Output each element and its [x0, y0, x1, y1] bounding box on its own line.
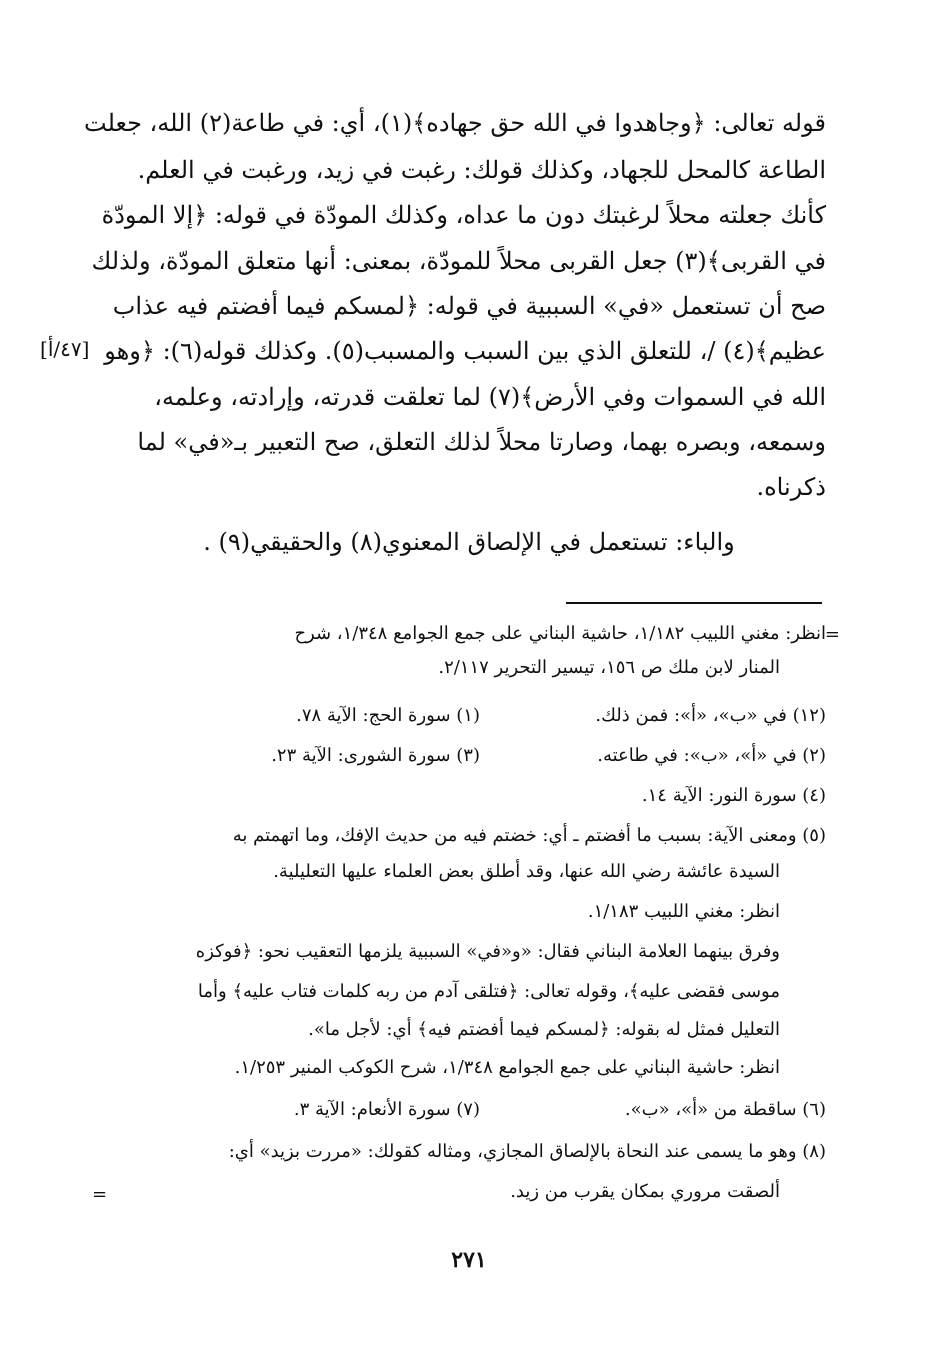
footnote-3: (٣) سورة الشورى: الآية ٢٣. — [271, 745, 480, 766]
footnote-5-line-2: السيدة عائشة رضي الله عنها، وقد أطلق بعض العلماء عليها التعليلية. — [273, 861, 780, 882]
footnote-5-line-3: انظر: مغني اللبيب ١/١٨٣. — [587, 901, 780, 922]
footnote-7: (٧) سورة الأنعام: الآية ٣. — [293, 1099, 480, 1120]
footnote-8-line-1: (٨) وهو ما يسمى عند النحاة بالإلصاق المجازي، ومثاله كقولك: «مررت بزيد» أي: — [228, 1141, 826, 1162]
main-text-line-3: كأنك جعلته محلاً لرغبتك دون ما عداه، وكذلك المودّة في قوله: ﴿إلا المودّة — [101, 201, 826, 229]
footnote-5-line-7: انظر: حاشية البناني على جمع الجوامع ١/٣٤٨، شرح الكوكب المنير ١/٢٥٣. — [234, 1057, 780, 1078]
page-number: ٢٧١ — [451, 1247, 487, 1273]
main-text-line-8: وسمعه، وبصره بهما، وصارتا محلاً لذلك التعلق، صح التعبير بـ«في» لما — [137, 428, 826, 456]
ba-line: والباء: تستعمل في الإلصاق المعنوي(٨) والحقيقي(٩) . — [203, 528, 735, 556]
manuscript-folio-ref: [٤٧/أ] — [40, 337, 90, 361]
footnote-5-line-5: موسى فقضى عليه﴾، وقوله تعالى: ﴿فتلقى آدم من ربه كلمات فتاب عليه﴾ وأما — [197, 981, 780, 1002]
footnote-5-line-6: التعليل فمثل له بقوله: ﴿لمسكم فيما أفضتم فيه﴾ أي: لأجل ما». — [308, 1019, 780, 1040]
main-text-line-5: صح أن تستعمل «في» السببية في قوله: ﴿لمسكم فيما أفضتم فيه عذاب — [112, 292, 826, 320]
footnote-1: (١) سورة الحج: الآية ٧٨. — [296, 705, 480, 726]
footnote-separator — [566, 602, 822, 604]
main-text-line-7: الله في السموات وفي الأرض﴾(٧) لما تعلقت قدرته، وإرادته، وعلمه، — [154, 383, 826, 411]
footnote-12: (١٢) في «ب»، «أ»: فمن ذلك. — [595, 705, 826, 726]
main-text-line-4: في القربى﴾(٣) جعل القربى محلاً للمودّة، بمعنى: أنها متعلق المودّة، ولذلك — [91, 247, 826, 275]
main-text-line-2: الطاعة كالمحل للجهاد، وكذلك قولك: رغبت في زيد، ورغبت في العلم. — [137, 156, 826, 184]
footnote-carry-line-2: المنار لابن ملك ص ١٥٦، تيسير التحرير ٢/١١٧. — [438, 657, 780, 678]
footnote-5-line-4: وفرق بينهما العلامة البناني فقال: «و«في» السببية يلزمها التعقيب نحو: ﴿فوكزه — [195, 941, 780, 962]
footnote-2: (٢) في «أ»، «ب»: في طاعته. — [597, 745, 826, 766]
footnote-4: (٤) سورة النور: الآية ١٤. — [641, 785, 826, 806]
main-text-line-9: ذكرناه. — [756, 473, 826, 501]
carry-marker: = — [824, 624, 840, 645]
footnote-carry-line-1: انظر: مغني اللبيب ١/١٨٢، حاشية البناني على جمع الجوامع ١/٣٤٨، شرح — [294, 623, 826, 644]
footnote-8-line-2: ألصقت مروري بمكان يقرب من زيد. — [510, 1181, 780, 1202]
main-text-line-6: عظيم﴾(٤) /، للتعلق الذي بين السبب والمسبب(٥). وكذلك قوله(٦): ﴿وهو — [104, 337, 826, 365]
footnote-5-line-1: (٥) ومعنى الآية: بسبب ما أفضتم ـ أي: خضتم فيه من حديث الإفك، وما اتهمتم به — [232, 825, 826, 846]
footnote-6: (٦) ساقطة من «أ»، «ب». — [624, 1099, 826, 1120]
main-text-line-1: قوله تعالى: ﴿وجاهدوا في الله حق جهاده﴾(١)، أي: في طاعة(٢) الله، جعلت — [84, 109, 826, 137]
end-marker: = — [92, 1184, 108, 1205]
